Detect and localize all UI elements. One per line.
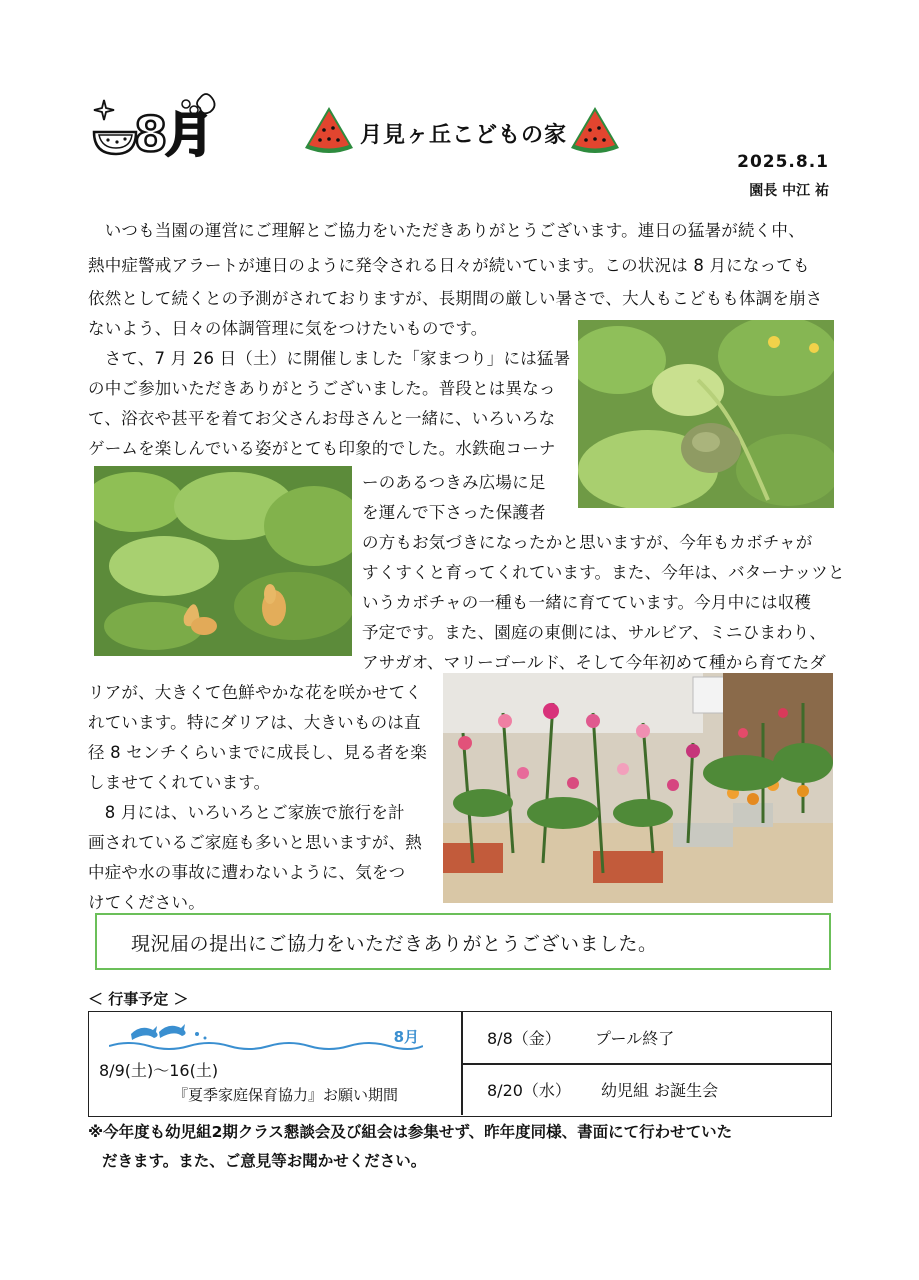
body-line: いうカボチャの一種も一緒に育てています。今月中には収穫 — [362, 593, 812, 612]
flowers-photo — [443, 673, 833, 903]
body-line: 画されているご家庭も多いと思いますが、熱 — [88, 833, 422, 852]
event-name: プール終了 — [595, 1029, 675, 1048]
footnote-line: だきます。また、ご意見等お聞かせください。 — [102, 1152, 427, 1170]
period-desc: 『夏季家庭保育協力』お願い期間 — [173, 1086, 399, 1104]
dolphin-icon — [109, 1020, 423, 1052]
body-line: 径 8 センチくらいまでに成長し、見る者を楽 — [88, 743, 427, 762]
body-line: 8 月には、いろいろとご家族で旅行を計 — [88, 803, 405, 822]
notice-box — [95, 913, 831, 970]
body-line: て、浴衣や甚平を着てお父さんお母さんと一緒に、いろいろな — [88, 409, 556, 428]
schedule-table — [88, 1011, 832, 1117]
banner-month: 8月 — [393, 1028, 419, 1046]
body-line: の方もお気づきになったかと思いますが、今年もカボチャが — [362, 533, 813, 552]
watermelon-left-icon — [302, 104, 356, 160]
body-line: を運んで下さった保護者 — [362, 503, 546, 522]
body-line: アサガオ、マリーゴールド、そして今年初めて種から育てたダ — [362, 653, 826, 672]
butternut-photo — [94, 466, 352, 656]
notice-text: 現況届の提出にご協力をいただきありがとうございました。 — [131, 933, 658, 955]
schedule-heading: ＜ 行事予定 ＞ — [88, 990, 189, 1008]
event-date: 8/20（水） — [487, 1081, 571, 1100]
dolphin-banner — [109, 1020, 423, 1052]
pumpkin-photo — [578, 320, 834, 508]
school-name: 月見ヶ丘こどもの家 — [360, 123, 568, 148]
schedule-divider-horizontal — [461, 1063, 831, 1065]
footnote-line: ※今年度も幼児組2期クラス懇談会及び組会は参集せず、昨年度同様、書面にて行わせていた — [88, 1123, 733, 1141]
body-line: れています。特にダリアは、大きいものは直 — [88, 713, 421, 732]
body-line: 予定です。また、園庭の東側には、サルビア、ミニひまわり、 — [362, 623, 827, 642]
watermelon-right-icon — [568, 104, 622, 160]
body-line: さて、7 月 26 日（土）に開催しました「家まつり」には猛暑 — [88, 349, 571, 368]
body-line: ゲームを楽しんでいる姿がとても印象的でした。水鉄砲コーナ — [88, 439, 556, 458]
period-dates: 8/9(土)～16(土) — [99, 1061, 219, 1080]
body-line: ーのあるつきみ広場に足 — [362, 473, 546, 492]
body-line: 中症や水の事故に遭わないように、気をつ — [88, 863, 406, 882]
body-line: リアが、大きくて色鮮やかな花を咲かせてく — [88, 683, 422, 702]
body-line: すくすくと育ってくれています。また、今年は、バターナッツと — [362, 563, 845, 582]
body-line: ないよう、日々の体調管理に気をつけたいものです。 — [88, 319, 488, 338]
body-line: しませてくれています。 — [88, 773, 271, 792]
body-line: 熱中症警戒アラートが連日のように発令される日々が続いています。この状況は 8 月になっても — [88, 256, 810, 275]
body-line: いつも当園の運営にご理解とご協力をいただきありがとうございます。連日の猛暑が続く中、 — [88, 221, 805, 240]
issue-date: 2025.8.1 — [737, 152, 829, 172]
event-name: 幼児組 お誕生会 — [601, 1081, 719, 1100]
author: 園長 中江 祐 — [749, 183, 829, 199]
body-line: 依然として続くとの予測がされておりますが、長期間の厳しい暑さで、大人もこどもも体調を崩さ — [88, 289, 823, 308]
event-date: 8/8（金） — [487, 1029, 561, 1048]
body-line: けてください。 — [88, 893, 205, 912]
month-badge — [90, 88, 220, 163]
body-line: の中ご参加いただきありがとうございました。普段とは異なっ — [88, 379, 556, 398]
month-label: 8月 — [134, 107, 212, 163]
